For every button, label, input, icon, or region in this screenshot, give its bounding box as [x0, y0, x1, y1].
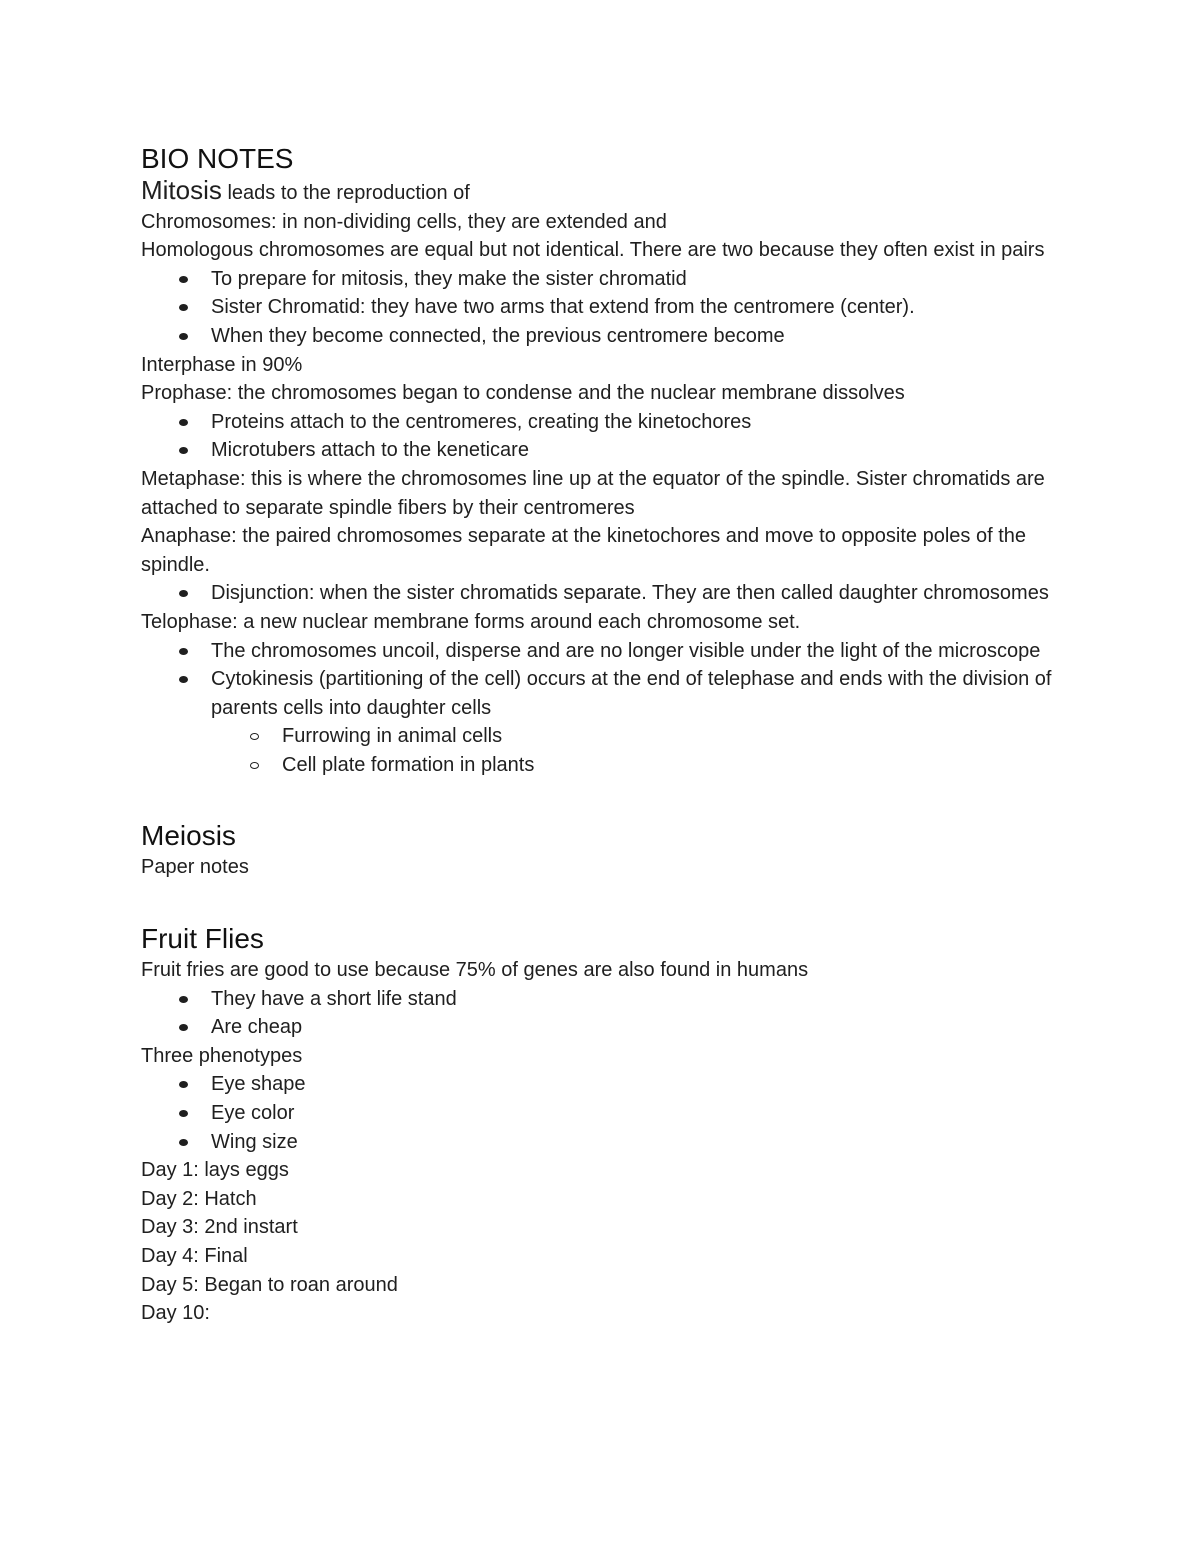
homologous-line: Homologous chromosomes are equal but not identical. There are two because they often exist in pairs — [141, 239, 1045, 262]
list-item-text: Cytokinesis (partitioning of the cell) occurs at the end of telephase and ends with the division of parents cells into daughter cells — [211, 668, 1052, 719]
hollow-bullet-icon — [250, 762, 259, 769]
sub-list-item — [141, 722, 1056, 751]
metaphase-line: Metaphase: this is where the chromosomes line up at the equator of the spindle. Sister chromatids are attached to separate spindle fibers by their centromeres — [141, 467, 1045, 519]
document-page — [141, 140, 1056, 1328]
mitosis-intro-line — [141, 176, 1056, 208]
bullet-icon — [179, 276, 188, 283]
day-line: Day 10: — [141, 1302, 210, 1325]
list-item-text: Eye color — [211, 1102, 295, 1125]
list-item — [141, 1128, 1056, 1157]
day-line: Day 5: Began to roan around — [141, 1273, 398, 1296]
list-item-text: They have a short life stand — [211, 987, 457, 1010]
list-item — [141, 1099, 1056, 1128]
meiosis-heading: Meiosis — [141, 820, 236, 852]
prophase-line: Prophase: the chromosomes began to condense and the nuclear membrane dissolves — [141, 382, 905, 405]
prophase-list — [141, 408, 1056, 465]
fruit-flies-intro: Fruit fries are good to use because 75% of genes are also found in humans — [141, 959, 809, 982]
list-item — [141, 637, 1056, 666]
list-item — [141, 408, 1056, 437]
list-item — [141, 1070, 1056, 1099]
sub-list-item — [141, 751, 1056, 780]
phenotypes-list — [141, 1070, 1056, 1156]
anaphase-line: Anaphase: the paired chromosomes separate at the kinetochores and move to opposite poles of the spindle. — [141, 525, 1026, 576]
anaphase-list — [141, 579, 1056, 608]
list-item — [141, 985, 1056, 1014]
bullet-icon — [179, 1139, 188, 1146]
telophase-list — [141, 637, 1056, 780]
bullet-icon — [179, 1110, 188, 1117]
list-item — [141, 1013, 1056, 1042]
list-item-text: Disjunction: when the sister chromatids separate. They are then called daughter chromosomes — [211, 582, 1049, 605]
telophase-line: Telophase: a new nuclear membrane forms around each chromosome set. — [141, 610, 801, 633]
bullet-icon — [179, 333, 188, 340]
bullet-icon — [179, 419, 188, 426]
list-item-text: The chromosomes uncoil, disperse and are no longer visible under the light of the microscope — [211, 639, 1041, 662]
day-line: Day 1: lays eggs — [141, 1159, 289, 1182]
list-item — [141, 579, 1056, 608]
list-item — [141, 436, 1056, 465]
document-title: BIO NOTES — [141, 143, 294, 174]
bullet-icon — [179, 447, 188, 454]
list-item — [141, 293, 1056, 322]
bullet-icon — [179, 996, 188, 1003]
mitosis-heading: Mitosis — [141, 175, 222, 205]
bullet-icon — [179, 1081, 188, 1088]
list-item-text: Proteins attach to the centromeres, creating the kinetochores — [211, 410, 752, 433]
bullet-icon — [179, 304, 188, 311]
fruit-flies-heading: Fruit Flies — [141, 923, 264, 955]
list-item-text: Microtubers attach to the keneticare — [211, 439, 529, 462]
list-item-text: When they become connected, the previous centromere become — [211, 324, 785, 347]
bullet-icon — [179, 590, 188, 597]
list-item-text: To prepare for mitosis, they make the sister chromatid — [211, 267, 687, 290]
chromosomes-line: Chromosomes: in non-dividing cells, they are extended and — [141, 210, 667, 233]
list-item-text: Cell plate formation in plants — [282, 753, 535, 776]
day-line: Day 3: 2nd instart — [141, 1216, 298, 1239]
bullet-icon — [179, 1024, 188, 1031]
mitosis-intro-text: leads to the reproduction of — [221, 182, 470, 204]
list-item — [141, 322, 1056, 351]
hollow-bullet-icon — [250, 733, 259, 740]
bullet-icon — [179, 648, 188, 655]
bullet-icon — [179, 676, 188, 683]
fruit-flies-reasons-list — [141, 985, 1056, 1042]
list-item-text: Eye shape — [211, 1073, 306, 1096]
interphase-line: Interphase in 90% — [141, 353, 303, 376]
day-line: Day 2: Hatch — [141, 1187, 257, 1210]
list-item-text: Wing size — [211, 1130, 298, 1153]
phenotypes-label: Three phenotypes — [141, 1044, 303, 1067]
day-line: Day 4: Final — [141, 1245, 248, 1267]
list-item-text: Furrowing in animal cells — [282, 725, 503, 748]
meiosis-text: Paper notes — [141, 856, 249, 879]
sister-chromatid-list — [141, 265, 1056, 351]
list-item — [141, 265, 1056, 294]
list-item — [141, 665, 1056, 722]
list-item-text: Sister Chromatid: they have two arms that extend from the centromere (center). — [211, 296, 915, 319]
list-item-text: Are cheap — [211, 1016, 303, 1039]
